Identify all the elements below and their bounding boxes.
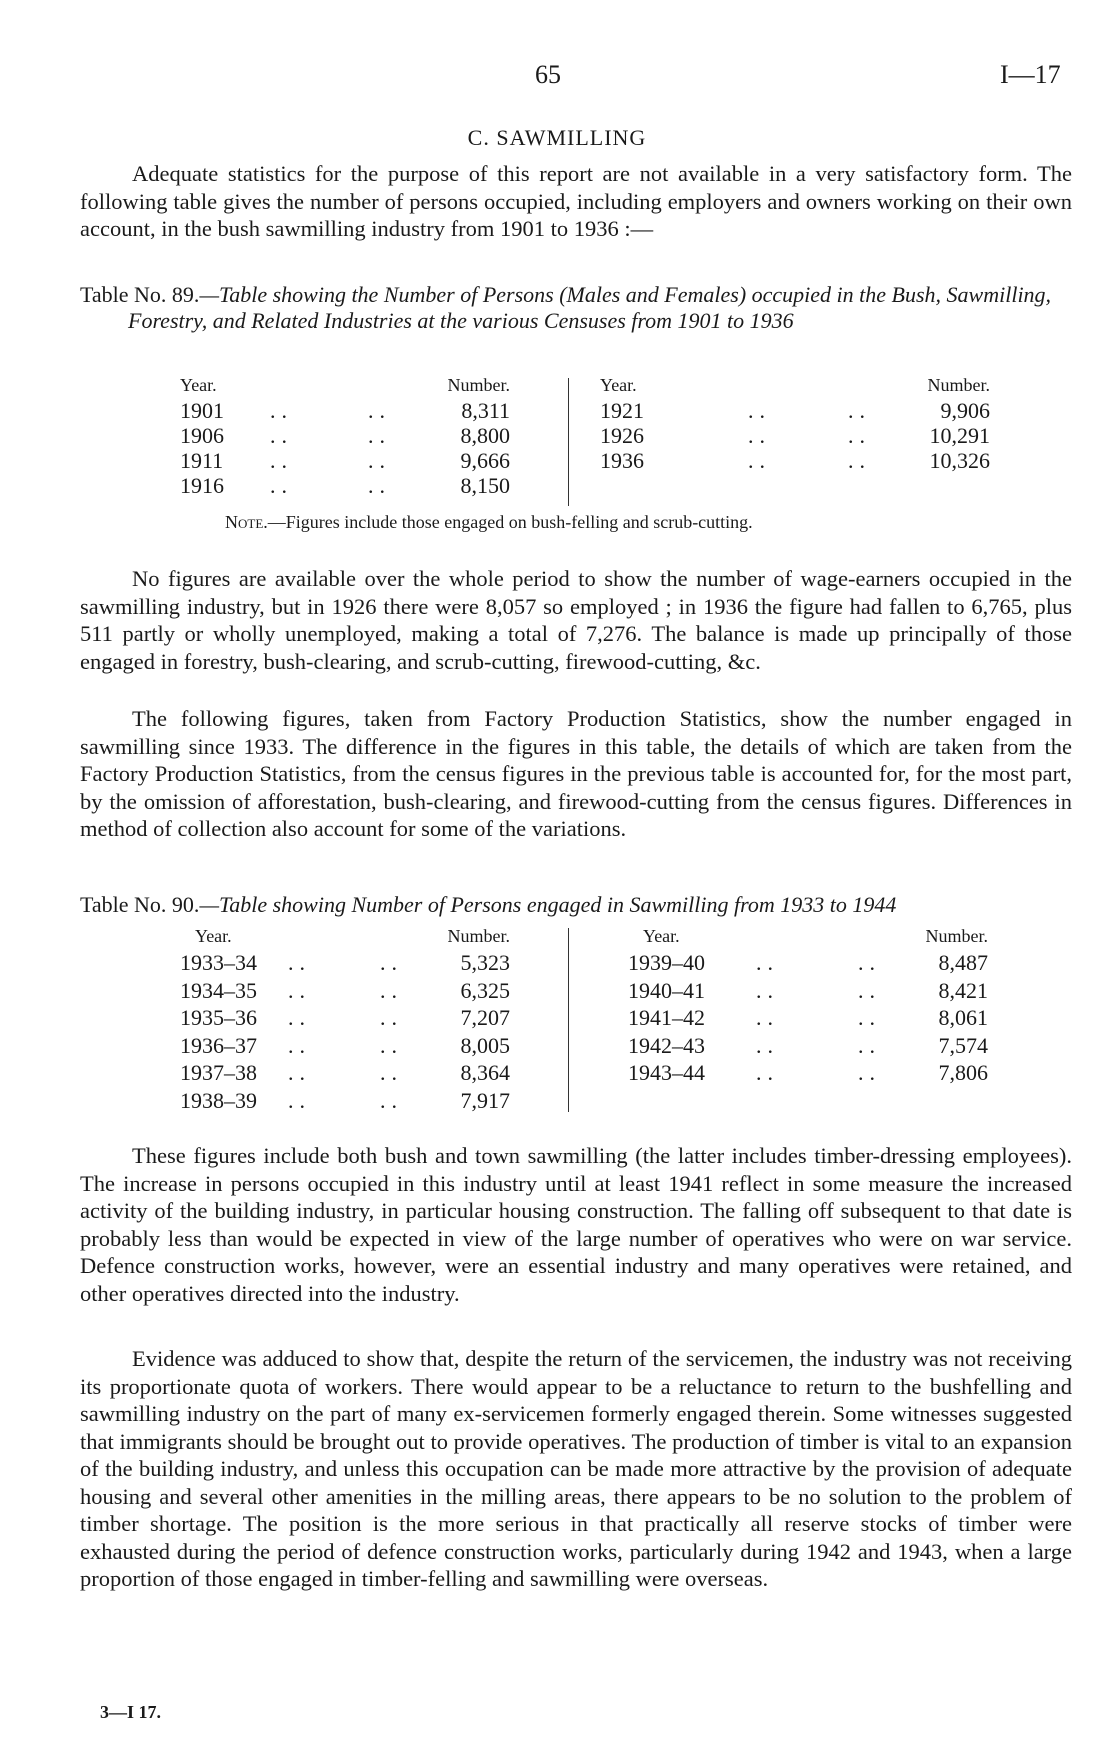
section-title: C. SAWMILLING [467,125,647,150]
leader-dots: .. [858,977,881,1003]
year-cell: 1933–34 [180,950,257,975]
year-cell: 1936–37 [180,1032,257,1058]
leader-dots: .. [288,1032,311,1058]
number-cell: 7,806 [938,1060,988,1085]
year-cell: 1921 [600,398,644,423]
leader-dots: .. [848,423,871,448]
table-89-caption [80,282,1114,334]
year-cell: 1935–36 [180,1005,257,1030]
leader-dots: .. [288,950,311,975]
document-reference: I—17 [1000,60,1061,89]
year-cell: 1942–43 [628,1032,705,1058]
leader-dots: .. [756,1060,779,1085]
table-row [180,1088,510,1116]
leader-dots: .. [288,977,311,1003]
leader-dots: .. [858,1005,881,1030]
table-row [180,448,510,476]
leader-dots: .. [380,1060,403,1085]
number-cell: 8,150 [460,473,510,498]
leader-dots: .. [288,1087,311,1113]
leader-dots: .. [380,977,403,1003]
number-cell: 7,207 [460,1005,510,1030]
table-row [180,950,510,978]
number-cell: 8,364 [460,1060,510,1085]
number-cell: 9,906 [940,398,990,423]
paragraph-evidence: Evidence was adduced to show that, despite the return of the servicemen, the industry was not receiving its proportionate quota of workers. There would appear to be a reluctance to return to the bushfelling and sawmilling industry on the part of many ex-servicemen formerly engaged therein. Some witnesses suggested that immigrants should be brought out to provide operatives. The production of timber is vital to an expansion of the building industry, and unless this occupation can be made more attractive by the provision of adequate housing and several other amenities in the milling areas, there appears to be no solution to the problem of timber shortage. The position is the more serious in that practically all reserve stocks of timber were exhausted during the period of defence construction works, particularly during 1942 and 1943, when a large proportion of those engaged in timber-felling and sawmilling were overseas. [80,1346,1072,1591]
leader-dots: .. [368,473,391,498]
table-row [180,1005,510,1033]
page-number: 65 [535,60,561,89]
year-cell: 1939–40 [628,950,705,975]
leader-dots: .. [848,448,871,473]
leader-dots: .. [368,398,391,423]
year-cell: 1940–41 [628,977,705,1003]
note-text: —Figures include those engaged on bush-felling and scrub-cutting. [267,512,753,532]
column-header-year: Year. [195,926,232,946]
column-header-year: Year. [600,375,637,395]
intro-paragraph: Adequate statistics for the purpose of this report are not available in a very satisfactory form. The following table gives the number of persons occupied, including employers and owners working on their own account, in the bush sawmilling industry from 1901 to 1936 :— [80,161,1072,241]
table-row [628,1033,988,1061]
column-header-year: Year. [180,375,217,395]
column-header-number: Number. [447,926,510,946]
year-cell: 1911 [180,448,224,473]
leader-dots: .. [858,1032,881,1058]
column-header-year: Year. [643,926,680,946]
number-cell: 8,421 [938,977,988,1003]
table-89-caption-text: —Table showing the Number of Persons (Males and Females) occupied in the Bush, Sawmilling, Forestry, and Related Industries at the various Censuses from 1901 to 1936 [128,282,1052,333]
leader-dots: .. [270,398,293,423]
number-cell: 7,917 [460,1087,510,1113]
number-cell: 7,574 [938,1032,988,1058]
number-cell: 6,325 [460,977,510,1003]
year-cell: 1937–38 [180,1060,257,1085]
leader-dots: .. [748,423,771,448]
number-cell: 8,487 [938,950,988,975]
note-label: Note. [225,512,268,532]
paragraph-factory-statistics: The following figures, taken from Factory Production Statistics, show the number engaged in sawmilling since 1933. The difference in the figures in this table, the details of which are taken from the Factory Production Statistics, from the census figures in the previous table is accounted for, for the most part, by the omission of afforestation, bush-clearing, and firewood-cutting from the census figures. Differences in method of collection also account for some of the variations. [80,706,1072,841]
column-divider [568,928,569,1112]
leader-dots: .. [270,448,293,473]
number-cell: 9,666 [460,448,510,473]
table-row [180,1033,510,1061]
year-cell: 1934–35 [180,977,257,1003]
leader-dots: .. [858,950,881,975]
leader-dots: .. [756,950,779,975]
leader-dots: .. [748,448,771,473]
column-header-number: Number. [925,926,988,946]
page-footer: 3—I 17. [100,1702,162,1722]
year-cell: 1938–39 [180,1087,257,1113]
leader-dots: .. [288,1060,311,1085]
leader-dots: .. [748,398,771,423]
table-row [628,950,988,978]
leader-dots: .. [380,1087,403,1113]
table-row [628,978,988,1006]
year-cell: 1906 [180,423,224,448]
year-cell: 1943–44 [628,1060,705,1085]
column-header-number: Number. [447,375,510,395]
leader-dots: .. [368,448,391,473]
table-row [180,473,510,501]
table-row [628,1060,988,1088]
year-cell: 1926 [600,423,644,448]
paragraph-town-sawmilling: These figures include both bush and town sawmilling (the latter includes timber-dressing employees). The increase in persons occupied in this industry until at least 1941 reflect in some measure the increased activity of the building industry, in particular housing construction. The falling off subsequent to that date is probably less than would be expected in view of the large number of operatives who were on war service. Defence construction works, however, were an essential industry and many operatives were retained, and other operatives directed into the industry. [80,1143,1072,1306]
leader-dots: .. [270,473,293,498]
table-row [600,448,990,476]
number-cell: 10,291 [929,423,990,448]
column-header-number: Number. [927,375,990,395]
leader-dots: .. [756,1005,779,1030]
leader-dots: .. [380,1032,403,1058]
leader-dots: .. [288,1005,311,1030]
table-row [600,398,990,426]
table-89-label: Table No. 89. [80,282,200,307]
table-row [180,978,510,1006]
number-cell: 10,326 [929,448,990,473]
year-cell: 1901 [180,398,224,423]
leader-dots: .. [380,950,403,975]
year-cell: 1936 [600,448,644,473]
leader-dots: .. [270,423,293,448]
paragraph-wage-earners: No figures are available over the whole period to show the number of wage-earners occupied in the sawmilling industry, but in 1926 there were 8,057 so employed ; in 1936 the figure had fallen to 6,765, plus 511 partly or wholly unemployed, making a total of 7,276. The balance is made up principally of those engaged in forestry, bush-clearing, and scrub-cutting, firewood-cutting, &c. [80,566,1072,674]
table-90-label: Table No. 90. [80,892,200,917]
year-cell: 1941–42 [628,1005,705,1030]
leader-dots: .. [848,398,871,423]
column-divider [568,378,569,506]
number-cell: 5,323 [460,950,510,975]
table-row [180,1060,510,1088]
table-row [628,1005,988,1033]
table-90-caption [80,892,1114,918]
number-cell: 8,800 [460,423,510,448]
leader-dots: .. [858,1060,881,1085]
leader-dots: .. [756,1032,779,1058]
table-89-note [225,512,753,533]
year-cell: 1916 [180,473,224,498]
leader-dots: .. [368,423,391,448]
table-90-caption-text: —Table showing Number of Persons engaged in Sawmilling from 1933 to 1944 [199,892,897,917]
table-row [600,423,990,451]
table-row [180,398,510,426]
leader-dots: .. [380,1005,403,1030]
table-row [180,423,510,451]
leader-dots: .. [756,977,779,1003]
number-cell: 8,061 [938,1005,988,1030]
number-cell: 8,311 [461,398,510,423]
number-cell: 8,005 [460,1032,510,1058]
